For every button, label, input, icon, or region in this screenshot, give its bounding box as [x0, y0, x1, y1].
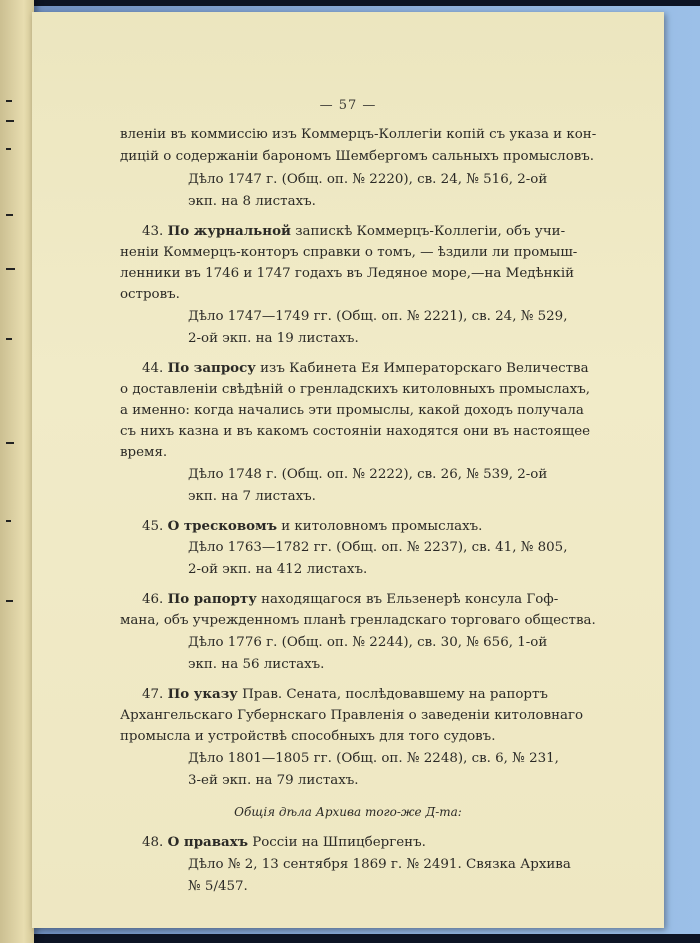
archive-reference: экп. на 7 листахъ.: [188, 489, 316, 504]
entry-subject: По указу: [167, 686, 238, 702]
entry-subject: По журнальной: [167, 223, 291, 239]
entry-text: Прав. Сената, послѣдовавшему на рапортъ: [237, 687, 548, 702]
entry-47-first-line: [142, 686, 548, 703]
margin-mark: [6, 100, 12, 102]
archive-reference: экп. на 56 листахъ.: [188, 657, 325, 672]
text-line: ленники въ 1746 и 1747 годахъ въ Ледяное море,—на Медѣнкій: [120, 266, 575, 281]
margin-mark: [6, 148, 11, 150]
text-line: островъ.: [120, 287, 180, 302]
text-line: промысла и устройствѣ способныхъ для того судовъ.: [120, 729, 496, 744]
margin-mark: [6, 214, 13, 216]
text-line: а именно: когда начались эти промыслы, какой доходъ получала: [120, 403, 584, 418]
archive-reference: № 5/457.: [188, 879, 248, 894]
entry-43-first-line: [142, 223, 565, 240]
entry-subject: По рапорту: [167, 591, 257, 607]
page-number: — 57 —: [319, 98, 377, 113]
text-line: дицій о содержаніи барономъ Шембергомъ сальныхъ промысловъ.: [120, 149, 595, 164]
entry-text: запискѣ Коммерцъ-Коллегіи, объ учи-: [290, 224, 566, 239]
archive-reference: 3-ей экп. на 79 листахъ.: [188, 773, 359, 788]
margin-mark: [6, 268, 15, 270]
entry-44-first-line: [142, 360, 589, 377]
margin-mark: [6, 600, 13, 602]
archive-reference: 2-ой экп. на 412 листахъ.: [188, 562, 368, 577]
margin-mark: [6, 120, 14, 122]
text-line: съ нихъ казна и въ какомъ состояніи находятся они въ настоящее: [120, 424, 591, 439]
entry-number: 43.: [142, 224, 164, 239]
entry-text: Россіи на Шпицбергенъ.: [247, 835, 426, 850]
text-line: вленіи въ коммиссію изъ Коммерцъ-Коллегіи копій съ указа и кон-: [120, 127, 597, 142]
entry-number: 47.: [142, 687, 164, 702]
archive-reference: Дѣло 1748 г. (Общ. оп. № 2222), св. 26, № 539, 2-ой: [188, 467, 548, 482]
section-heading: Общія дѣла Архива того-же Д-та:: [234, 805, 462, 819]
text-line: мана, объ учрежденномъ планѣ гренладскаго торговаго общества.: [120, 613, 596, 628]
margin-mark: [6, 338, 12, 340]
archive-reference: Дѣло 1747 г. (Общ. оп. № 2220), св. 24, № 516, 2-ой: [188, 172, 548, 187]
entry-subject: По запросу: [167, 360, 256, 376]
entry-subject: О тресковомъ: [167, 518, 277, 534]
margin-mark: [6, 442, 14, 444]
archive-reference: Дѣло № 2, 13 сентября 1869 г. № 2491. Связка Архива: [188, 857, 571, 872]
document-page: [32, 12, 664, 928]
text-line: о доставленіи свѣдѣній о гренладскихъ китоловныхъ промыслахъ,: [120, 382, 591, 397]
margin-mark: [6, 520, 11, 522]
entry-number: 46.: [142, 592, 164, 607]
entry-text: изъ Кабинета Ея Императорскаго Величества: [255, 361, 589, 376]
archive-reference: Дѣло 1763—1782 гг. (Общ. оп. № 2237), св. 41, № 805,: [188, 540, 568, 555]
archive-reference: экп. на 8 листахъ.: [188, 194, 316, 209]
entry-text: и китоловномъ промыслахъ.: [276, 519, 483, 534]
entry-number: 48.: [142, 835, 164, 850]
archive-reference: 2-ой экп. на 19 листахъ.: [188, 331, 359, 346]
text-line: время.: [120, 445, 168, 460]
text-line: неніи Коммерцъ-конторъ справки о томъ, — ѣздили ли промыш-: [120, 245, 578, 260]
entry-text: находящагося въ Ельзенерѣ консула Гоф-: [256, 592, 559, 607]
text-line: Архангельскаго Губернскаго Правленія о заведеніи китоловнаго: [120, 708, 584, 723]
entry-48-first-line: [142, 834, 426, 851]
entry-46-first-line: [142, 591, 558, 608]
entry-number: 44.: [142, 361, 164, 376]
entry-number: 45.: [142, 519, 164, 534]
archive-reference: Дѣло 1801—1805 гг. (Общ. оп. № 2248), св. 6, № 231,: [188, 751, 559, 766]
archive-reference: Дѣло 1747—1749 гг. (Общ. оп. № 2221), св. 24, № 529,: [188, 309, 568, 324]
entry-45-first-line: [142, 518, 482, 535]
archive-reference: Дѣло 1776 г. (Общ. оп. № 2244), св. 30, № 656, 1-ой: [188, 635, 548, 650]
entry-subject: О правахъ: [167, 834, 248, 850]
previous-page-edge: [0, 0, 34, 943]
